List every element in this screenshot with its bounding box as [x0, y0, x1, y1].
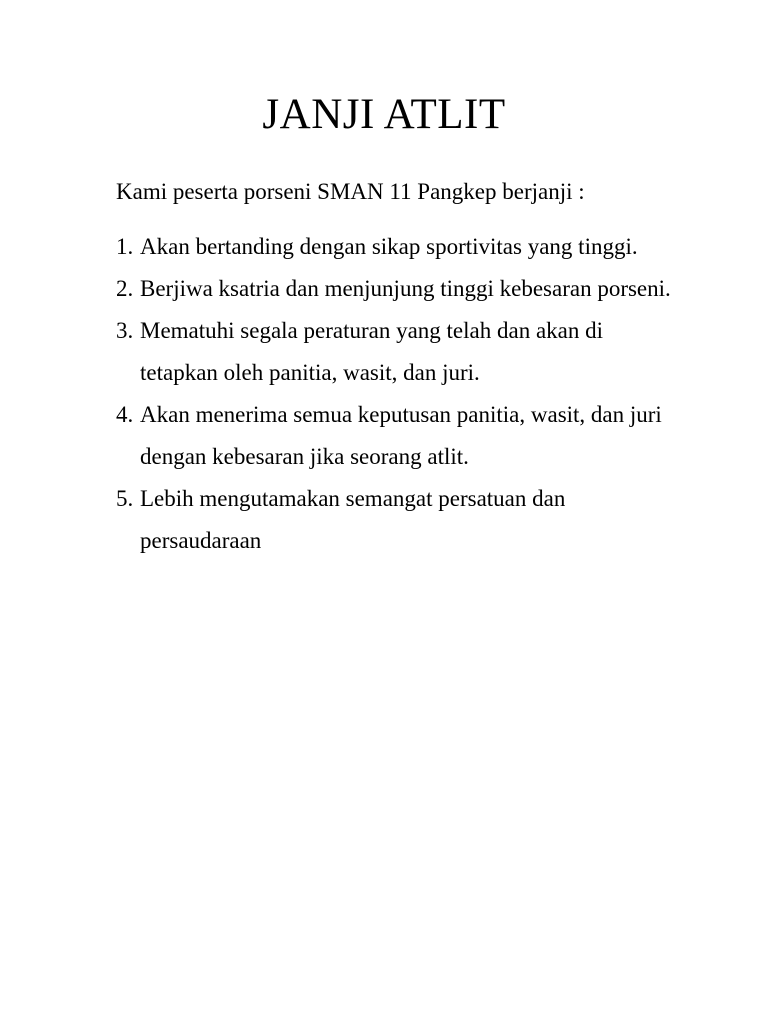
pledge-text: Berjiwa ksatria dan menjunjung tinggi kebesaran porseni.	[140, 276, 671, 301]
pledge-item-2	[116, 268, 676, 310]
pledge-item-3	[116, 310, 676, 394]
pledge-text: Akan menerima semua keputusan panitia, wasit, dan juri dengan kebesaran jika seorang atlit.	[140, 402, 662, 469]
pledge-text: Lebih mengutamakan semangat persatuan dan persaudaraan	[140, 486, 566, 553]
pledge-text: Mematuhi segala peraturan yang telah dan akan di tetapkan oleh panitia, wasit, dan juri.	[140, 318, 604, 385]
pledge-item-4	[116, 394, 676, 478]
pledge-number: 4.	[116, 402, 134, 427]
pledge-number: 5.	[116, 486, 134, 511]
pledge-item-5	[116, 478, 676, 562]
intro-text: Kami peserta porseni SMAN 11 Pangkep berjanji :	[116, 179, 585, 204]
pledge-number: 3.	[116, 318, 134, 343]
pledge-text: Akan bertanding dengan sikap sportivitas yang tinggi.	[140, 234, 638, 259]
pledge-number: 2.	[116, 276, 134, 301]
pledge-list	[116, 226, 676, 562]
document-title: JANJI ATLIT	[262, 91, 506, 138]
pledge-number: 1.	[116, 234, 134, 259]
pledge-item-1	[116, 226, 676, 268]
